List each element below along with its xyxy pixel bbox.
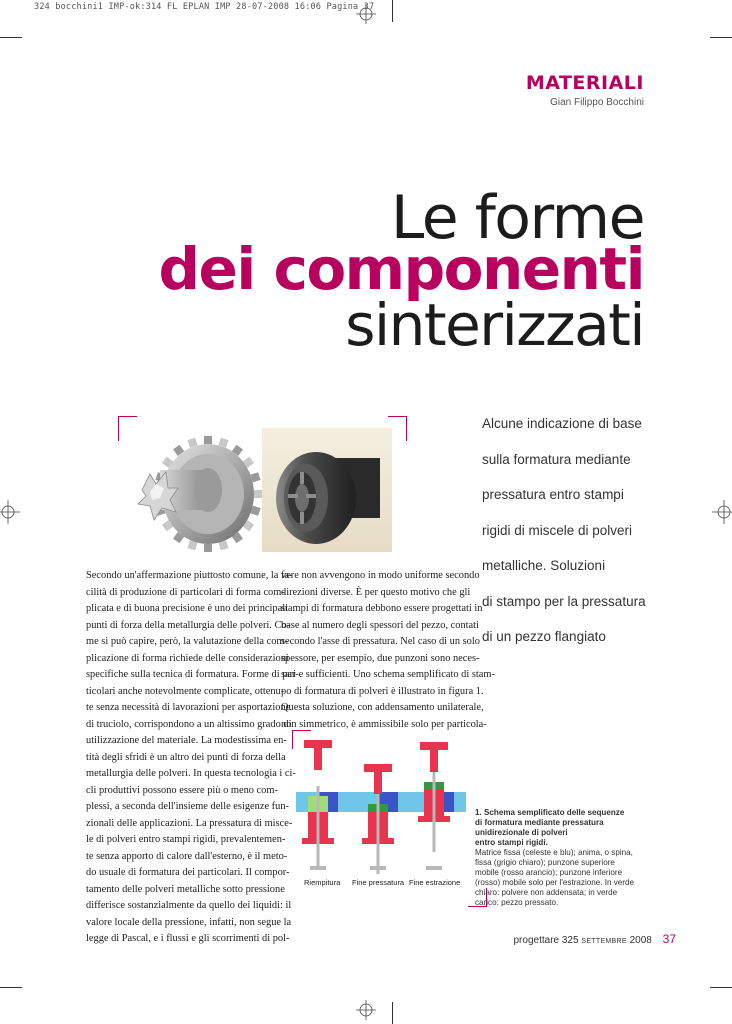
abstract-line: di un pezzo flangiato bbox=[482, 629, 606, 644]
body-line: legge di Pascal, e i flussi e gli scorrimenti di pol- bbox=[86, 933, 290, 944]
body-line: plicazione di forma richiede delle considerazioni bbox=[86, 652, 289, 664]
magazine-month: SETTEMBRE bbox=[581, 938, 627, 945]
core-base bbox=[370, 866, 386, 870]
body-line: base al numero degli spessori del pezzo, contati bbox=[281, 619, 479, 631]
core-rod bbox=[433, 772, 436, 852]
body-line: plessi, a seconda dell'insieme delle esigenze fun- bbox=[86, 801, 289, 812]
author-name: Gian Filippo Bocchini bbox=[550, 97, 644, 108]
body-column-1 bbox=[86, 568, 299, 948]
figure-label-fine-pressatura: Fine pressatura bbox=[352, 878, 405, 887]
body-line: di truciolo, corrispondono a un altissimo grado di bbox=[86, 718, 292, 730]
body-line: specifiche sulla tecnica di formatura. Forme di par- bbox=[86, 669, 299, 680]
figure-caption bbox=[475, 808, 655, 908]
body-line: stampi di formatura debbono essere progettati in bbox=[281, 603, 483, 614]
core-base bbox=[310, 866, 326, 870]
upper-punch-head bbox=[420, 742, 448, 750]
body-line: cli produttivi possono essere più o meno com- bbox=[86, 784, 278, 796]
caption-body-line: chiaro: polvere non addensata; in verde bbox=[475, 888, 618, 897]
registration-mark-icon bbox=[0, 500, 20, 524]
body-line: me si può capire, però, la valutazione della com- bbox=[86, 636, 288, 647]
body-line: valore locale della pressione, infatti, non segue la bbox=[86, 916, 292, 928]
body-line: te senza necessità di lavorazioni per asportazione bbox=[86, 702, 291, 713]
upper-punch-head bbox=[364, 764, 392, 772]
caption-title-line: 1. Schema semplificato delle sequenze bbox=[475, 808, 625, 817]
upper-punch-stem bbox=[374, 772, 382, 794]
crop-mark bbox=[392, 1002, 393, 1024]
core-rod bbox=[377, 794, 380, 874]
body-line: tità degli sfridi è un altro dei punti di forza della bbox=[86, 751, 286, 763]
body-line: direzioni diverse. È per questo motivo che gli bbox=[281, 586, 471, 598]
page-number: 37 bbox=[662, 932, 676, 946]
body-line: po di formatura di polveri è illustrato in figura 1. bbox=[281, 685, 484, 697]
body-line: le di polveri entro stampi rigidi, prevalentemen- bbox=[86, 834, 286, 845]
body-line: zionali delle applicazioni. La pressatura di misce- bbox=[86, 817, 293, 829]
caption-body-line: carico: pezzo pressato. bbox=[475, 898, 559, 907]
caption-title-line: di formatura mediante pressatura bbox=[475, 818, 604, 827]
title-line-2: dei componenti bbox=[158, 235, 644, 303]
crop-mark bbox=[710, 37, 732, 38]
body-line: non simmetrico, è ammissibile solo per particola- bbox=[281, 718, 487, 730]
caption-body-line: Matrice fissa (celeste e blu); anima, o spina, bbox=[475, 848, 633, 857]
caption-title-line: unidirezionale di polveri bbox=[475, 828, 568, 837]
body-line: utilizzazione del materiale. La modestissima en- bbox=[86, 735, 287, 746]
caption-body-line: (rosso) mobile solo per l'estrazione. In verde bbox=[475, 878, 634, 887]
magazine-name: progettare 325 bbox=[513, 935, 579, 946]
title-line-3: sinterizzati bbox=[345, 291, 644, 359]
body-line: vere non avvengono in modo uniforme secondo bbox=[281, 570, 480, 581]
registration-mark-icon bbox=[356, 1000, 376, 1020]
crop-mark bbox=[0, 987, 22, 988]
upper-punch-head bbox=[304, 740, 332, 748]
core-rod bbox=[317, 786, 320, 866]
body-line: secondo l'asse di pressatura. Nel caso di un solo bbox=[281, 636, 480, 647]
body-column-2 bbox=[281, 568, 495, 733]
body-line: Questa soluzione, con addensamento unilaterale, bbox=[281, 702, 484, 713]
body-line: spessore, per esempio, due punzoni sono neces- bbox=[281, 652, 480, 664]
body-line: tamento delle polveri metalliche sotto pressione bbox=[86, 883, 285, 895]
body-line: Secondo un'affermazione piuttosto comune, la fa- bbox=[86, 570, 293, 581]
figure-label-riempitura: Riempitura bbox=[304, 878, 341, 887]
sintered-part-photo bbox=[262, 428, 392, 552]
body-line: cilità di produzione di particolari di forma com- bbox=[86, 586, 285, 598]
body-line: plicata e di buona precisione è uno dei principali bbox=[86, 603, 288, 614]
abstract-line: metalliche. Soluzioni bbox=[482, 558, 606, 573]
upper-punch-stem bbox=[314, 748, 322, 770]
caption-title-line: entro stampi rigidi. bbox=[475, 838, 548, 847]
body-line: sari e sufficienti. Uno schema semplificato di stam- bbox=[281, 669, 495, 680]
body-line: ticolari anche notevolmente complicate, ottenu- bbox=[86, 685, 285, 697]
magazine-year: 2008 bbox=[629, 935, 652, 946]
crop-mark bbox=[392, 0, 393, 22]
section-title: MATERIALI bbox=[525, 72, 644, 94]
title-line-1: Le forme bbox=[390, 183, 644, 253]
body-line: do usuale di formatura dei particolari. Il compor- bbox=[86, 867, 290, 878]
sintered-gear-photo bbox=[120, 428, 260, 552]
caption-body-line: mobile (rosso arancio); punzone inferiore bbox=[475, 868, 623, 877]
body-line: punti di forza della metallurgia delle polveri. Co- bbox=[86, 619, 291, 631]
abstract-line: Alcune indicazione di base bbox=[482, 416, 642, 431]
article-abstract bbox=[482, 410, 682, 659]
press-sequence-figure bbox=[296, 738, 466, 872]
figure-label-fine-estrazione: Fine estrazione bbox=[409, 878, 461, 887]
page-footer bbox=[514, 932, 677, 946]
caption-body-line: fissa (grigio chiaro); punzone superiore bbox=[475, 858, 615, 867]
body-line: te senza apporto di calore dall'esterno, è il meto- bbox=[86, 850, 288, 862]
print-slug: 324 bocchini1 IMP-ok:314 FL EPLAN IMP 28-07-2008 16:06 Pagina 37 bbox=[34, 2, 375, 12]
abstract-line: rigidi di miscele di polveri bbox=[482, 522, 633, 538]
body-line: differisce sostanzialmente da quello dei liquidi: il bbox=[86, 900, 292, 911]
registration-mark-icon bbox=[712, 500, 732, 524]
core-base bbox=[426, 866, 442, 870]
crop-mark bbox=[710, 987, 732, 988]
abstract-line: pressatura entro stampi bbox=[482, 487, 624, 502]
body-line: metallurgia delle polveri. In questa tecnologia i ci- bbox=[86, 768, 296, 779]
abstract-line: sulla formatura mediante bbox=[482, 451, 631, 467]
upper-punch-stem bbox=[430, 750, 438, 772]
abstract-line: di stampo per la pressatura bbox=[482, 593, 646, 609]
crop-mark bbox=[0, 37, 22, 38]
